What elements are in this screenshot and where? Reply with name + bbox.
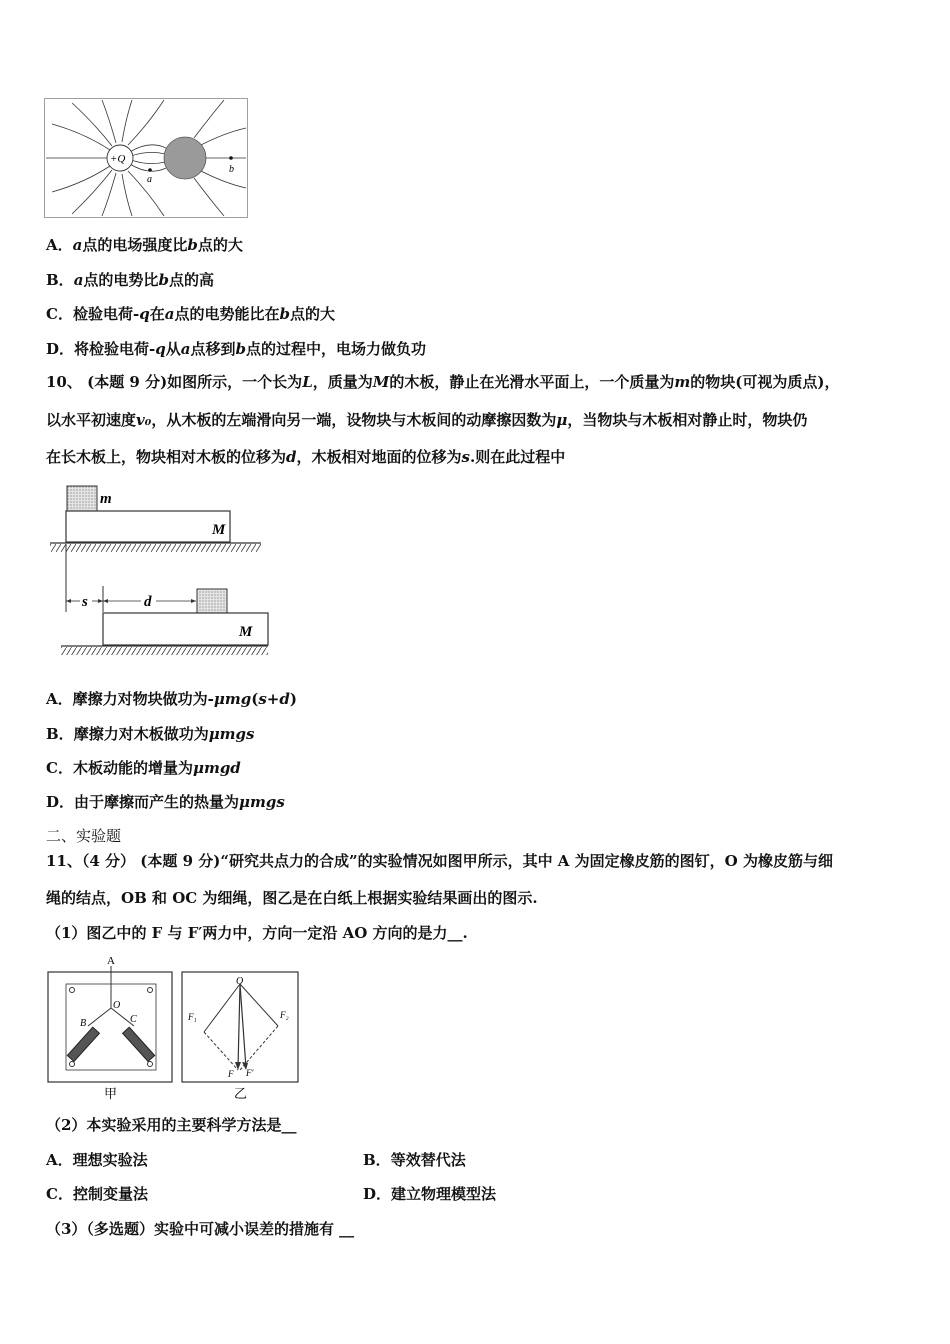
italic-term: b (158, 271, 169, 289)
option-letter: D． (46, 340, 75, 358)
string-C-label: C (130, 1014, 137, 1025)
text-run: ( (251, 690, 259, 708)
text-run: 10、 (本题 9 分)如图所示，一个长为 (46, 373, 303, 391)
italic-term: b (279, 305, 290, 323)
option-d (46, 339, 426, 359)
option-letter: A． (46, 236, 73, 254)
text-run: ，木板相对地面的位移为 (296, 448, 462, 466)
option-letter: B． (46, 271, 74, 289)
italic-term: μmgs (239, 793, 285, 811)
text-run: 点的电势比 (83, 271, 159, 289)
block-m-label: m (100, 491, 112, 507)
force-F2-label: F₂ (280, 1010, 289, 1020)
italic-term: a (164, 305, 175, 323)
q11-stem-line-1: 11、（4 分） (本题 9 分)“研究共点力的合成”的实验情况如图甲所示，其中 A 为固定橡皮筋的图钉，O 为橡皮筋与细 (46, 852, 833, 870)
displacement-d-label: d (144, 594, 152, 610)
board-M-bottom-label: M (239, 624, 253, 640)
displacement-s-label: s (82, 594, 88, 610)
text-run: 木板动能的增量为 (72, 759, 193, 777)
text-run: 的木板，静止在光滑水平面上，一个质量为 (389, 373, 675, 391)
point-O-label: O (236, 976, 244, 987)
option-letter: B． (46, 725, 74, 743)
text-run: ，当物块与木板相对静止时，物块仍 (567, 411, 808, 429)
italic-term: L (302, 373, 313, 391)
option-c (46, 304, 335, 324)
italic-term: M (372, 373, 390, 391)
italic-term: m (674, 373, 691, 391)
italic-term: a (73, 271, 84, 289)
text-run: 由于摩擦而产生的热量为 (74, 793, 240, 811)
italic-term: b (235, 340, 247, 358)
text-run: ) (289, 690, 297, 708)
option-b (46, 270, 214, 290)
text-run: 的物块(可视为质点)， (690, 373, 840, 391)
text-run: 在长木板上，物块相对木板的位移为 (46, 448, 287, 466)
text-run: 点的大 (289, 305, 335, 323)
option-b (46, 724, 255, 744)
force-F1-label: F₁ (188, 1012, 197, 1022)
text-run: 在 (149, 305, 165, 323)
option-letter: D． (363, 1185, 392, 1203)
italic-term: v₀ (136, 411, 152, 429)
force-F-prime-label: F′ (246, 1068, 254, 1078)
q11-option-a (46, 1150, 148, 1170)
italic-term: μmg (213, 690, 252, 708)
q11-option-b (363, 1150, 466, 1170)
option-c (46, 758, 241, 778)
q11-sub-question-2: （2）本实验采用的主要科学方法是__ (46, 1116, 297, 1134)
option-letter: B． (363, 1151, 391, 1169)
italic-term: q (139, 305, 150, 323)
italic-term: d (286, 448, 297, 466)
section-heading: 二、实验题 (46, 827, 122, 845)
knot-O-label: O (113, 1000, 121, 1011)
option-letter: D． (46, 793, 75, 811)
text-run: .则在此过程中 (469, 448, 566, 466)
italic-term: b (187, 236, 198, 254)
q11-option-d (363, 1184, 496, 1204)
text-run: 检验电荷- (72, 305, 140, 323)
text-run: 摩擦力对木板做功为 (73, 725, 209, 743)
option-letter: A． (46, 690, 73, 708)
q10-stem-line-2 (46, 410, 807, 430)
force-F-label: F (228, 1069, 234, 1079)
option-letter: C． (46, 305, 73, 323)
block-board-figure (46, 480, 276, 665)
charge-label: +Q (110, 153, 126, 165)
text-run: 点的电场强度比 (82, 236, 188, 254)
italic-term: d (279, 690, 290, 708)
string-B-label: B (80, 1018, 87, 1029)
q10-stem-line-3 (46, 447, 565, 467)
italic-term: s (258, 690, 267, 708)
q11-stem-line-2: 绳的结点，OB 和 OC 为细绳，图乙是在白纸上根据实验结果画出的图示. (46, 889, 538, 907)
q11-sub-question-3: （3）（多选题）实验中可减小误差的措施有 __ (46, 1220, 355, 1238)
text-run: ，质量为 (312, 373, 373, 391)
pin-A-label: A (107, 955, 115, 967)
text-run: 点的大 (197, 236, 243, 254)
text-run: 点的过程中，电场力做负功 (246, 340, 427, 358)
option-letter: C． (46, 759, 73, 777)
q10-stem-line-1 (46, 372, 839, 392)
option-d (46, 792, 285, 812)
text-run: 摩擦力对物块做功为- (72, 690, 214, 708)
option-text: 理想实验法 (72, 1151, 148, 1169)
italic-term: a (180, 340, 191, 358)
text-run: 点移到 (190, 340, 236, 358)
text-run: 点的高 (168, 271, 214, 289)
text-run: 从 (165, 340, 181, 358)
caption-jia: 甲 (104, 1086, 118, 1101)
italic-term: q (155, 340, 166, 358)
italic-term: a (72, 236, 83, 254)
option-a (46, 689, 297, 709)
italic-term: μ (556, 411, 568, 429)
text-run: + (266, 690, 280, 708)
option-letter: A． (46, 1151, 73, 1169)
board-M-top-label: M (212, 522, 226, 538)
force-composition-figure (46, 952, 300, 1102)
text-run: 以水平初速度 (46, 411, 137, 429)
text-run: 点的电势能比在 (174, 305, 280, 323)
point-b-label: b (229, 164, 234, 175)
italic-term: s (461, 448, 470, 466)
text-run: ，从木板的左端滑向另一端，设物块与木板间的动摩擦因数为 (151, 411, 557, 429)
option-a (46, 235, 243, 255)
q11-sub-question-1: （1）图乙中的 F 与 F′两力中，方向一定沿 AO 方向的是力__. (46, 924, 468, 942)
option-text: 控制变量法 (72, 1185, 148, 1203)
italic-term: μmgs (208, 725, 255, 743)
q11-option-c (46, 1184, 148, 1204)
italic-term: μmgd (192, 759, 241, 777)
text-run: 将检验电荷- (74, 340, 156, 358)
option-text: 建立物理模型法 (391, 1185, 497, 1203)
electric-field-figure (44, 98, 248, 218)
option-text: 等效替代法 (390, 1151, 466, 1169)
point-a-label: a (147, 174, 152, 185)
option-letter: C． (46, 1185, 73, 1203)
caption-yi: 乙 (234, 1086, 248, 1101)
